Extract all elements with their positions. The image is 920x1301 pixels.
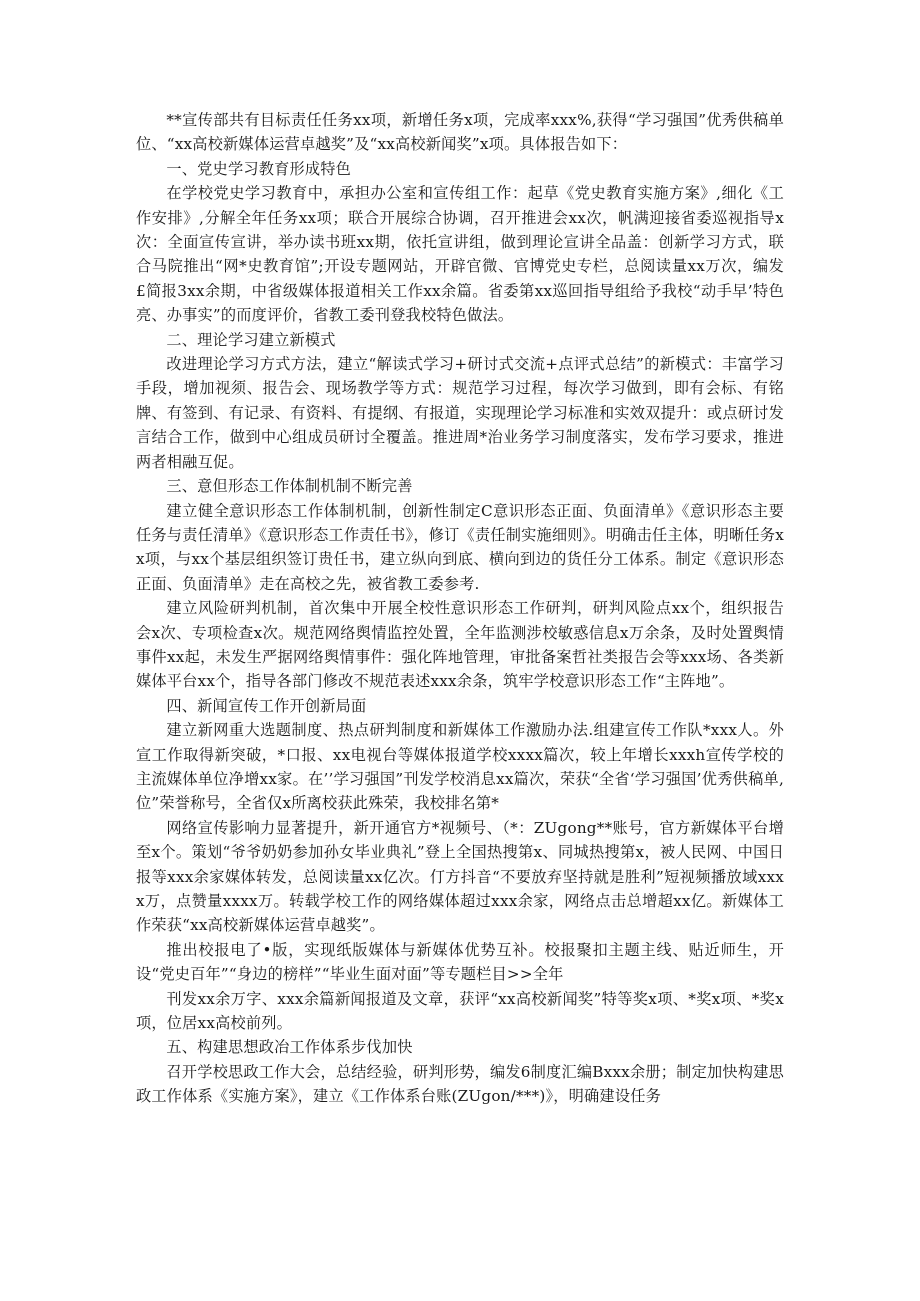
section-1-paragraph: 在学校党史学习教育中，承担办公室和宣传组工作：起草《党史教育实施方案》,细化《工作安排》,分解全年任务xx项；联合开展综合协调，召开推进会xx次，帆满迎接省委巡视指导x次：全面宣传宣讲，举办读书班xx期，依托宣讲组，做到理论宣讲全品盖：创新学习方式，联合马院推出“网*史教育馆”;开设专题网站，开辟官微、官博党史专栏，总阅读量xx万次，编发£简报3xx余期，中省级媒体报道相关工作xx余篇。省委第xx巡回指导组给予我校“动手早’特色亮、办事实”的而度评价，省教工委刊登我校特色做法。 — [136, 184, 784, 325]
section-heading-2: 二、理论学习建立新模式 — [166, 330, 336, 349]
section-2-paragraph: 改进理论学习方式方法，建立“解读式学习+研讨式交流+点评式总结”的新模式：丰富学习手段，增加视须、报告会、现场教学等方式：规范学习过程，每次学习做到，即有会标、有铭牌、有签到、有记录、有资料、有提纲、有报道，实现理论学习标准和实效双提升：或点研讨发言结合工作，做到中心组成员研讨全覆盖。推进周*治业务学习制度落实，发布学习要求，推进两者相融互促。 — [136, 355, 784, 471]
document-body — [136, 108, 784, 1109]
section-4-paragraph-2: 网络宣传影响力显著提升，新开通官方*视频号、（*：ZUgong**账号，官方新媒体平台增至x个。策划“爷爷奶奶参加孙女毕业典礼”登上全国热搜第x、同城热搜第x，被人民网、中国日报等xxx余家媒体转发，总阅读量xx亿次。仃方抖音“不要放弃坚持就是胜利”短视频播放域xxxx万，点赞量xxxx万。转载学校工作的网络媒体超过xxx余家，网络点击总增超xx亿。新媒体工作荣获“xx高校新媒体运营卓越奖”。 — [136, 818, 784, 935]
section-4-paragraph-3: 推出校报电了•版，实现纸版媒体与新媒体优势互补。校报聚扣主题主线、贴近师生，开设“党史百年”“身边的榜样”“毕业生面对面”等专题栏目>>全年 — [136, 940, 784, 984]
section-heading-3: 三、意但形态工作体制机制不断完善 — [166, 477, 413, 496]
section-5-paragraph: 召开学校思政工作大会，总结经验，研判形势，编发6制度汇编Bxxx余册；制定加快构建思政工作体系《实施方案》，建立《工作体系台账(ZUgon/***)》，明确建设任务 — [136, 1062, 784, 1106]
section-3-paragraph-1: 建立健全意识形态工作体制机制，创新性制定C意识形态正面、负面清单》《意识形态主要任务与责任清单》《意识形态工作责任书》，修订《责任制实施细则》。明确击任主体，明晰任务xx项，与xx个基层组织签订贵任书，建立纵向到底、横向到边的货任分工体系。制定《意识形态正面、负面清单》走在高校之先，被省教工委参考. — [136, 501, 784, 593]
section-heading-1: 一、党史学习教育形成特色 — [166, 159, 352, 178]
section-4-paragraph-1: 建立新网重大选题制度、热点研判制度和新媒体工作激励办法.组建宣传工作队*xxx人。外宣工作取得新突破，*口报、xx电视台等媒体报道学校xxxx篇次，较上年增长xxxh宣传学校的主流媒体单位净增xx家。在’’学习强国”刊发学校消息xx篇次，荣获“全省‘学习强国’优秀供稿单,位”荣誉称号，全省仅x所离校获此殊荣，我校排名第* — [136, 721, 784, 813]
intro-paragraph: **宣传部共有目标责任任务xx项，新增任务x项，完成率xxx%,获得“学习强国”优秀供稿单位、“xx高校新媒体运营卓越奖”及“xx高校新闻奖”x项。具体报告如下： — [136, 111, 784, 154]
section-4-paragraph-4: 刊发xx余万字、xxx余篇新闻报道及文章，获评“xx高校新闻奖”特等奖x项、*奖x项、*奖x项，位居xx高校前列。 — [136, 989, 784, 1033]
section-3-paragraph-2: 建立风险研判机制，首次集中开展全校性意识形态工作研判，研判风险点xx个，组织报告会x次、专项检查x次。规范网络舆情监控处置，全年监测涉校敏惑信息x万余条，及时处置舆情事件xx起，未发生严据网络舆情事件：强化阵地管理，审批备案哲社类报告会等xxx场、各类新媒体平台xx个，指导各部门修改不规范表述xxx余条，筑牢学校意识形态工作“主阵地”。 — [136, 599, 784, 691]
section-heading-5: 五、构建思想政冶工作体系步伐加快 — [166, 1038, 413, 1057]
section-heading-4: 四、新闻宣传工作开创新局面 — [166, 696, 367, 715]
